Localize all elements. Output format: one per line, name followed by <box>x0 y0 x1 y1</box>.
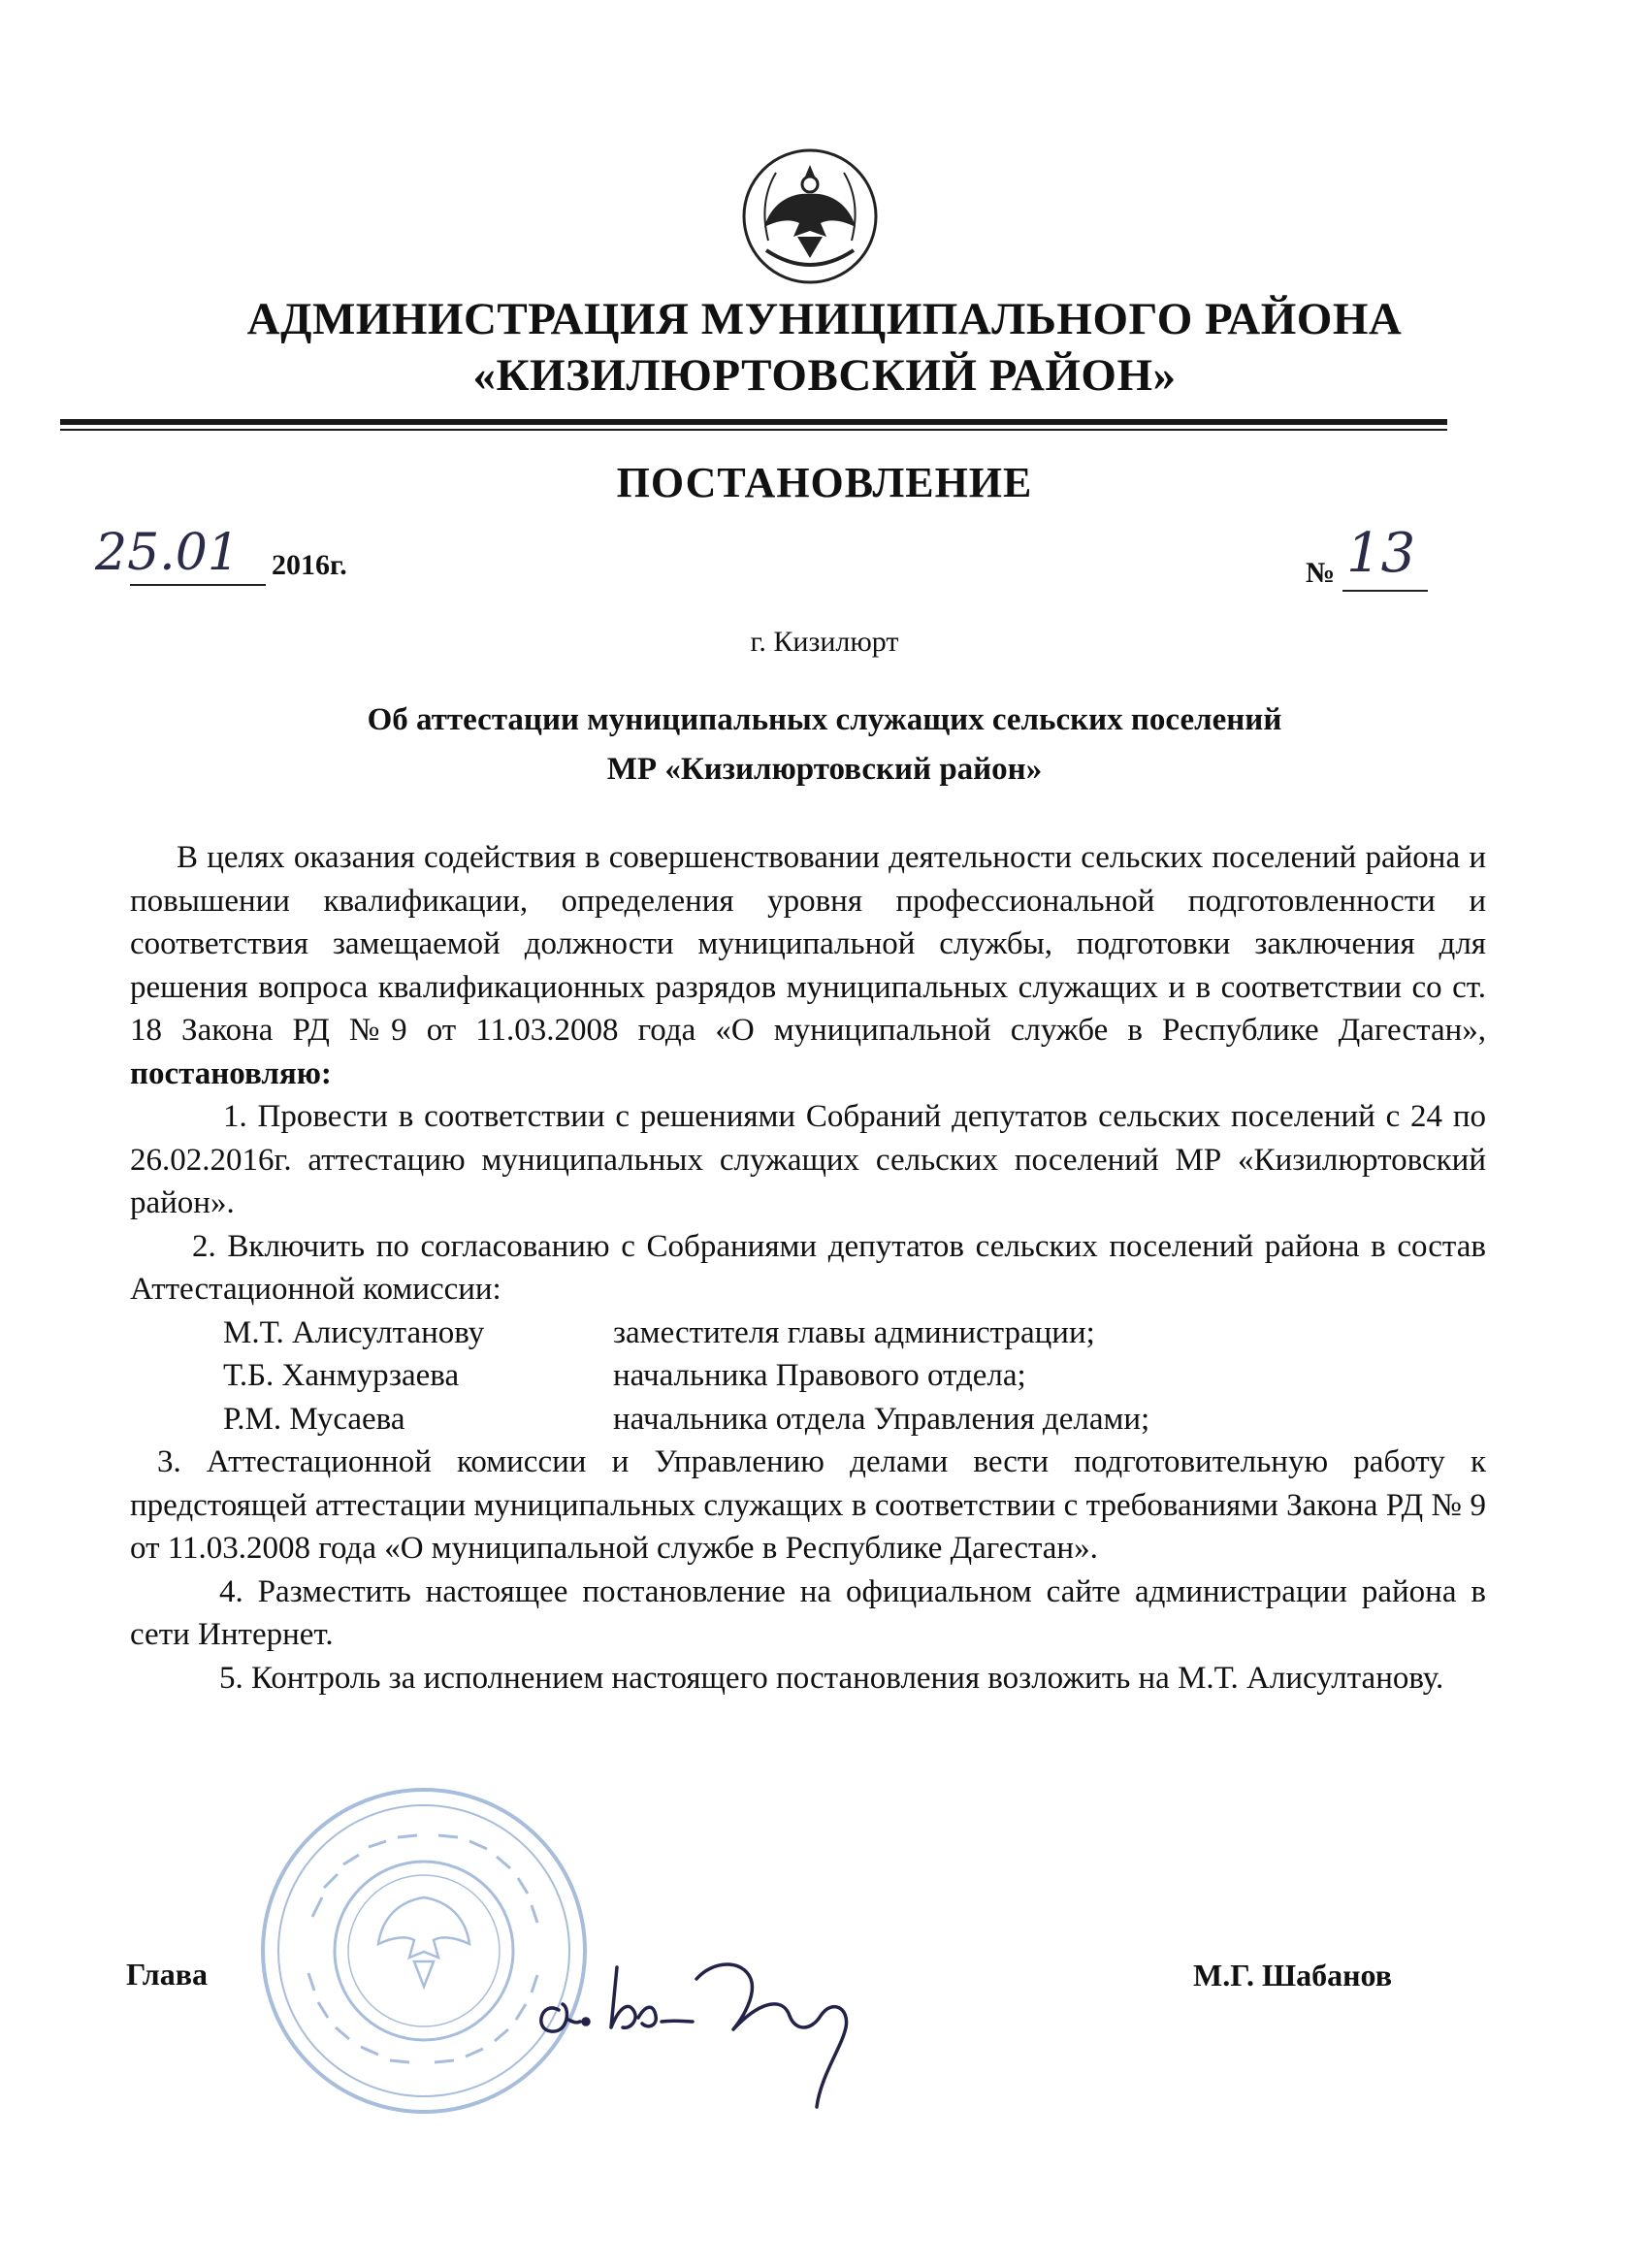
organization-name-line2: «КИЗИЛЮРТОВСКИЙ РАЙОН» <box>472 350 1177 401</box>
preamble-paragraph <box>130 836 1486 1095</box>
commission-member <box>130 1312 1486 1355</box>
commission-member <box>130 1398 1486 1442</box>
issue-city: г. Кизилюрт <box>750 626 899 658</box>
subject-line1: Об аттестации муниципальных служащих сельских поселений <box>367 702 1282 737</box>
item-5: 5. Контроль за исполнением настоящего постановления возложить на М.Т. Алисултанову. <box>219 1660 1444 1696</box>
printed-year: 2016г. <box>272 549 347 581</box>
member-name: Т.Б. Ханмурзаева <box>223 1358 460 1393</box>
handwritten-date: 25.01 <box>95 524 240 582</box>
header-divider-thin <box>60 429 1447 431</box>
member-role: начальника Правового отдела; <box>613 1358 1026 1393</box>
subject-line2: МР «Кизилюртовский район» <box>606 752 1043 787</box>
item-1: 1. Провести в соответствии с решениями Собраний депутатов сельских поселений с 24 по 26.02.2016г. аттестацию муниципальных служащих сельских поселений МР «Кизилюртовский район». <box>130 1099 1486 1220</box>
number-underline <box>1342 590 1428 592</box>
commission-member <box>130 1354 1486 1398</box>
document-type-title: ПОСТАНОВЛЕНИЕ <box>616 459 1033 506</box>
resolve-word: постановляю: <box>130 1055 332 1091</box>
item-3: 3. Аттестационной комиссии и Управлению делами вести подготовительную работу к предстоящей аттестации муниципальных служащих в соответствии с требованиями Закона РД № 9 от 11.03.2008 года «О муниципальной службе в Республике Дагестан». <box>130 1444 1486 1566</box>
item-4: 4. Разместить настоящее постановление на официальном сайте администрации района в сети Интернет. <box>130 1573 1486 1652</box>
member-role: начальника отдела Управления делами; <box>613 1401 1150 1437</box>
document-body <box>130 836 1486 1700</box>
handwritten-signature <box>530 1940 898 2115</box>
item-2: 2. Включить по согласованию с Собраниями депутатов сельских поселений района в состав Аттестационной комиссии: <box>130 1228 1486 1307</box>
preamble-text: В целях оказания содействия в совершенствовании деятельности сельских поселений района и повышении квалификации, определения уровня профессиональной подготовленности и соответствия замещаемой должности муниципальной службы, подготовки заключения для решения вопроса квалификационных разрядов муниципальных служащих и в соответствии со ст. 18 Закона РД №9 от 11.03.2008 года «О муниципальной службе в Республике Дагестан», <box>130 840 1486 1048</box>
number-label: № <box>1306 557 1336 589</box>
date-underline <box>130 584 266 586</box>
member-role: заместителя главы администрации; <box>613 1314 1095 1350</box>
signatory-name: М.Г. Шабанов <box>1193 1958 1393 1993</box>
handwritten-number: 13 <box>1346 522 1416 585</box>
member-name: Р.М. Мусаева <box>223 1401 405 1437</box>
organization-name-line1: АДМИНИСТРАЦИЯ МУНИЦИПАЛЬНОГО РАЙОНА <box>246 294 1403 344</box>
header-divider-thick <box>60 419 1447 425</box>
member-name: М.Т. Алисултанову <box>223 1314 485 1350</box>
coat-of-arms-emblem <box>737 144 883 289</box>
signatory-position: Глава <box>126 1957 208 1992</box>
